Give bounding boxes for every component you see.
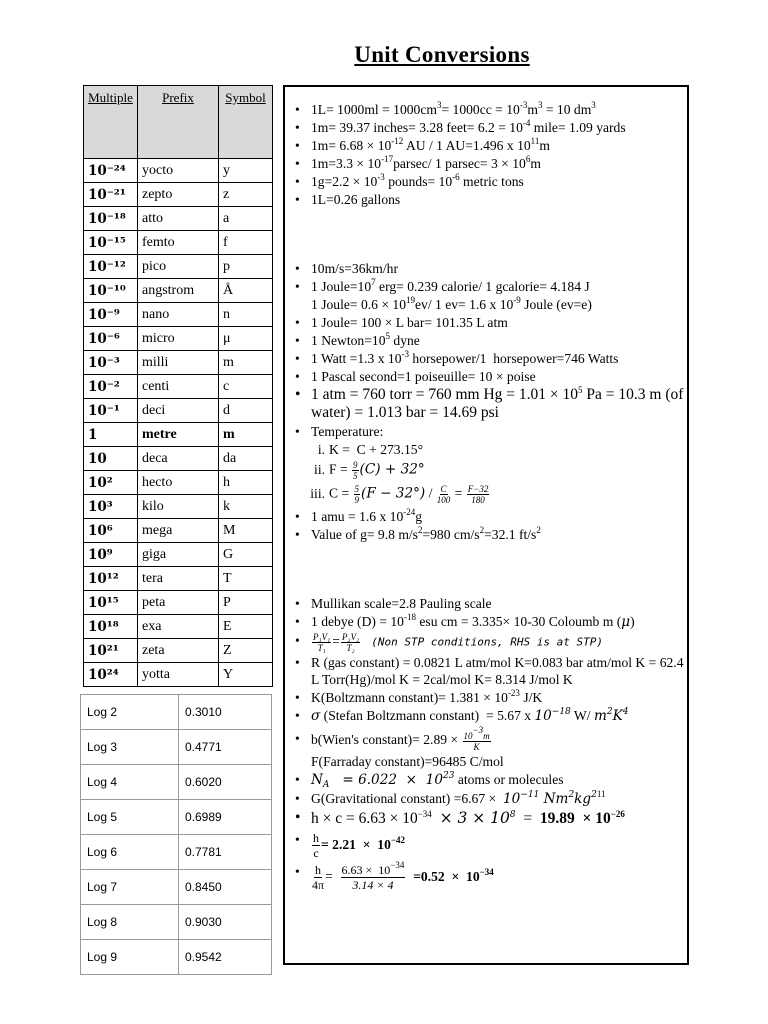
- table-row: [84, 327, 273, 351]
- table-row: [84, 303, 273, 327]
- mult-cell: 10⁻²¹: [84, 183, 138, 207]
- table-row: [84, 279, 273, 303]
- log-value-cell: 0.9542: [179, 940, 272, 975]
- mult-cell: 10⁻²: [84, 375, 138, 399]
- list-item: • $\frac{h}{4\pi}$ = $\frac{6.63 \times 10^{-34}}{3.14 \times 4}$ $=0.52 \times 10^{-34}$: [293, 863, 685, 892]
- list-item: • Value of g= 9.8 $m/s^2=980$ $cm/s^2=32.1$ $ft/s^2$: [293, 526, 685, 543]
- prefix-cell: kilo: [138, 495, 219, 519]
- table-row: [84, 639, 273, 663]
- list-item: • $\frac{\text{P₁V₁}}{\text{T₁}}$ = $\frac{\text{P₂V₂}}{\text{T₂}}$ (Non STP conditions, RHS is at STP): [293, 632, 685, 653]
- prefix-cell: giga: [138, 543, 219, 567]
- list-item: • G(Gravitational constant) $=6.67 \times 10^{-11}$ $Nm^2kg^{211}$: [293, 790, 685, 808]
- table-row: [81, 765, 272, 800]
- mult-cell: 10⁻⁶: [84, 327, 138, 351]
- list-item: • K(Boltzmann constant)= $1.381 \times 10^{-23}$ J/K: [293, 689, 685, 706]
- list-item: • $1m= 6.68 \times 10^{-12}$ AU / 1 AU=1.496 x $10^{11}m$: [293, 137, 685, 154]
- page-title: Unit Conversions: [354, 42, 530, 67]
- table-row: [84, 447, 273, 471]
- symbol-cell: Y: [219, 663, 273, 687]
- list-item: • 1L=0.26 gallons: [293, 191, 685, 208]
- symbol-cell: m: [219, 423, 273, 447]
- log-key-cell: Log 8: [81, 905, 179, 940]
- log-table: [80, 694, 272, 975]
- list-item: • 1m= 39.37 inches= 3.28 feet= $6.2 = 10^{-4}$ mile= 1.09 yards: [293, 119, 685, 136]
- table-row: [81, 730, 272, 765]
- list-item: • σ (Stefan Boltzmann constant) = 5.67 x $10^{-18}$ W/ $m^2K^4$: [293, 707, 685, 725]
- table-row: [84, 375, 273, 399]
- mult-cell: 10¹⁵: [84, 591, 138, 615]
- length-volume-list: [293, 101, 685, 209]
- symbol-cell: P: [219, 591, 273, 615]
- table-row: [84, 231, 273, 255]
- mult-cell: 10²¹: [84, 639, 138, 663]
- mult-cell: 10⁻¹²: [84, 255, 138, 279]
- table-row: [84, 351, 273, 375]
- table-row: [84, 183, 273, 207]
- table-row: [84, 591, 273, 615]
- header-multiple: Multiple: [84, 86, 138, 159]
- mult-cell: 10⁻¹⁸: [84, 207, 138, 231]
- table-row: [81, 905, 272, 940]
- header-prefix: Prefix: [138, 86, 219, 159]
- list-item: i. K = C + 273.15°: [317, 442, 424, 457]
- list-item: • $N_A = 6.022 \times 10^{23}$ atoms or molecules: [293, 771, 685, 789]
- symbol-cell: T: [219, 567, 273, 591]
- log-value-cell: 0.3010: [179, 695, 272, 730]
- list-item: • 1 Joule= 100 × L bar= 101.35 L atm: [293, 314, 685, 331]
- symbol-cell: n: [219, 303, 273, 327]
- log-value-cell: 0.8450: [179, 870, 272, 905]
- mult-cell: 10²⁴: [84, 663, 138, 687]
- list-item: • Temperature:: [293, 423, 685, 440]
- list-item: • 1 $Joule=10^7$ erg= 0.239 calorie/ 1 gcalorie= 4.184 J: [293, 278, 685, 295]
- list-item: • 1 atm = 760 torr = 760 mm $Hg = 1.01 \times 10^5$ Pa = 10.3 m (of water) = 1.013 bar = 14.69 psi: [293, 386, 685, 422]
- list-item: • 1 Watt =1.3 x $10^{-3}$ horsepower/1 horsepower=746 Watts: [293, 350, 685, 367]
- physics-constants-list: [293, 595, 685, 893]
- symbol-cell: da: [219, 447, 273, 471]
- log-table-body: [81, 695, 272, 975]
- log-key-cell: Log 6: [81, 835, 179, 870]
- symbol-cell: f: [219, 231, 273, 255]
- list-item: • $1g=2.2 \times 10^{-3}$ pounds= $10^{-6}$ metric tons: [293, 173, 685, 190]
- prefix-table: [83, 85, 273, 687]
- log-key-cell: Log 7: [81, 870, 179, 905]
- table-row: [81, 835, 272, 870]
- prefix-cell: peta: [138, 591, 219, 615]
- list-item: • $1m=3.3 \times 10^{-17}parsec/$ 1 $parsec= 3 \times 10^6m$: [293, 155, 685, 172]
- table-row: [84, 615, 273, 639]
- log-value-cell: 0.9030: [179, 905, 272, 940]
- table-row: [81, 940, 272, 975]
- log-value-cell: 0.6020: [179, 765, 272, 800]
- prefix-cell: micro: [138, 327, 219, 351]
- prefix-cell: nano: [138, 303, 219, 327]
- mult-cell: 10⁻³: [84, 351, 138, 375]
- prefix-cell: tera: [138, 567, 219, 591]
- prefix-cell: zeta: [138, 639, 219, 663]
- prefix-cell: femto: [138, 231, 219, 255]
- list-item: • Mullikan scale=2.8 Pauling scale: [293, 595, 685, 612]
- prefix-cell: yotta: [138, 663, 219, 687]
- symbol-cell: Å: [219, 279, 273, 303]
- prefix-cell: pico: [138, 255, 219, 279]
- list-item: • $\frac{h}{c}$ = $2.21 \times 10^{-42}$: [293, 831, 685, 860]
- list-item: iii. C = $\frac{5}{9}$ (F − 32°) / $\frac{C}{100}$ = $\frac{F-32}{180}$: [310, 484, 489, 505]
- list-item: • 10m/s=36km/hr: [293, 260, 685, 277]
- mult-cell: 10³: [84, 495, 138, 519]
- mult-cell: 10⁻¹⁵: [84, 231, 138, 255]
- symbol-cell: d: [219, 399, 273, 423]
- symbol-cell: p: [219, 255, 273, 279]
- symbol-cell: y: [219, 159, 273, 183]
- table-row: [84, 495, 273, 519]
- list-item: • b(Wien's constant)= 2.89 × $\frac{10^{-3}m}{K}$: [293, 730, 685, 752]
- table-row: [84, 519, 273, 543]
- log-key-cell: Log 3: [81, 730, 179, 765]
- table-row: [81, 870, 272, 905]
- list-item: ii. F = $\frac{9}{5}$ (C) + 32°: [314, 460, 425, 481]
- mult-cell: 10⁻²⁴: [84, 159, 138, 183]
- mult-cell: 10⁹: [84, 543, 138, 567]
- symbol-cell: E: [219, 615, 273, 639]
- list-item: • R (gas constant) = 0.0821 L atm/mol K=0.083 bar atm/mol K = 62.4 L Torr(Hg)/mol K = 2cal/mol K= 8.314 J/mol K: [293, 654, 685, 688]
- energy-list: [293, 260, 685, 544]
- prefix-cell: mega: [138, 519, 219, 543]
- symbol-cell: a: [219, 207, 273, 231]
- table-row: [84, 399, 273, 423]
- symbol-cell: M: [219, 519, 273, 543]
- prefix-cell: centi: [138, 375, 219, 399]
- prefix-table-header: [84, 86, 273, 159]
- list-item: • 1 Pascal second=1 poiseuille= 10 × poise: [293, 368, 685, 385]
- mult-cell: 10⁻¹⁰: [84, 279, 138, 303]
- table-row: [81, 800, 272, 835]
- table-row: [84, 663, 273, 687]
- prefix-cell: metre: [138, 423, 219, 447]
- log-key-cell: Log 4: [81, 765, 179, 800]
- header-symbol: Symbol: [219, 86, 273, 159]
- prefix-table-body: [84, 159, 273, 687]
- prefix-cell: deci: [138, 399, 219, 423]
- log-value-cell: 0.7781: [179, 835, 272, 870]
- table-row: [84, 423, 273, 447]
- list-item: • 1 amu = 1.6 x $10^{-24}g$: [293, 508, 685, 525]
- prefix-cell: yocto: [138, 159, 219, 183]
- list-item: • $1L= 1000ml = 1000cm^3= 1000cc = 10^{-3}m^3 = 10$ $dm^3$: [293, 101, 685, 118]
- symbol-cell: μ: [219, 327, 273, 351]
- list-item: • $h \times c = 6.63 \times 10^{-34} \times 3 \times 10^8 = 19.89 \times 10^{-26}$: [293, 809, 685, 828]
- prefix-cell: zepto: [138, 183, 219, 207]
- mult-cell: 10⁶: [84, 519, 138, 543]
- log-value-cell: 0.4771: [179, 730, 272, 765]
- table-row: [84, 207, 273, 231]
- log-value-cell: 0.6989: [179, 800, 272, 835]
- conversions-box: [283, 85, 689, 965]
- table-row: [84, 567, 273, 591]
- log-key-cell: Log 2: [81, 695, 179, 730]
- table-row: [84, 159, 273, 183]
- prefix-cell: deca: [138, 447, 219, 471]
- symbol-cell: z: [219, 183, 273, 207]
- symbol-cell: k: [219, 495, 273, 519]
- prefix-cell: milli: [138, 351, 219, 375]
- table-row: [81, 695, 272, 730]
- table-row: [84, 471, 273, 495]
- prefix-cell: atto: [138, 207, 219, 231]
- prefix-cell: exa: [138, 615, 219, 639]
- mult-cell: 10⁻¹: [84, 399, 138, 423]
- mult-cell: 10¹⁸: [84, 615, 138, 639]
- mult-cell: 10²: [84, 471, 138, 495]
- table-row: [84, 255, 273, 279]
- list-item: • 1 debye $(D) = 10^{-18}$ esu cm = 3.335× 10-30 Coloumb m (μ): [293, 613, 685, 631]
- symbol-cell: Z: [219, 639, 273, 663]
- prefix-cell: angstrom: [138, 279, 219, 303]
- symbol-cell: G: [219, 543, 273, 567]
- list-item: • 1 $Newton=10^5$ dyne: [293, 332, 685, 349]
- mult-cell: 10⁻⁹: [84, 303, 138, 327]
- mult-cell: 10¹²: [84, 567, 138, 591]
- log-key-cell: Log 9: [81, 940, 179, 975]
- table-row: [84, 543, 273, 567]
- prefix-cell: hecto: [138, 471, 219, 495]
- symbol-cell: m: [219, 351, 273, 375]
- mult-cell: 10: [84, 447, 138, 471]
- symbol-cell: c: [219, 375, 273, 399]
- mult-cell: 1: [84, 423, 138, 447]
- list-item: 1 Joule= $0.6 \times 10^{19}ev/$ 1 ev= 1.6 x $10^{-9}$ Joule (ev=e): [311, 295, 592, 312]
- log-key-cell: Log 5: [81, 800, 179, 835]
- list-item: F(Farraday constant)=96485 C/mol: [311, 754, 504, 769]
- symbol-cell: h: [219, 471, 273, 495]
